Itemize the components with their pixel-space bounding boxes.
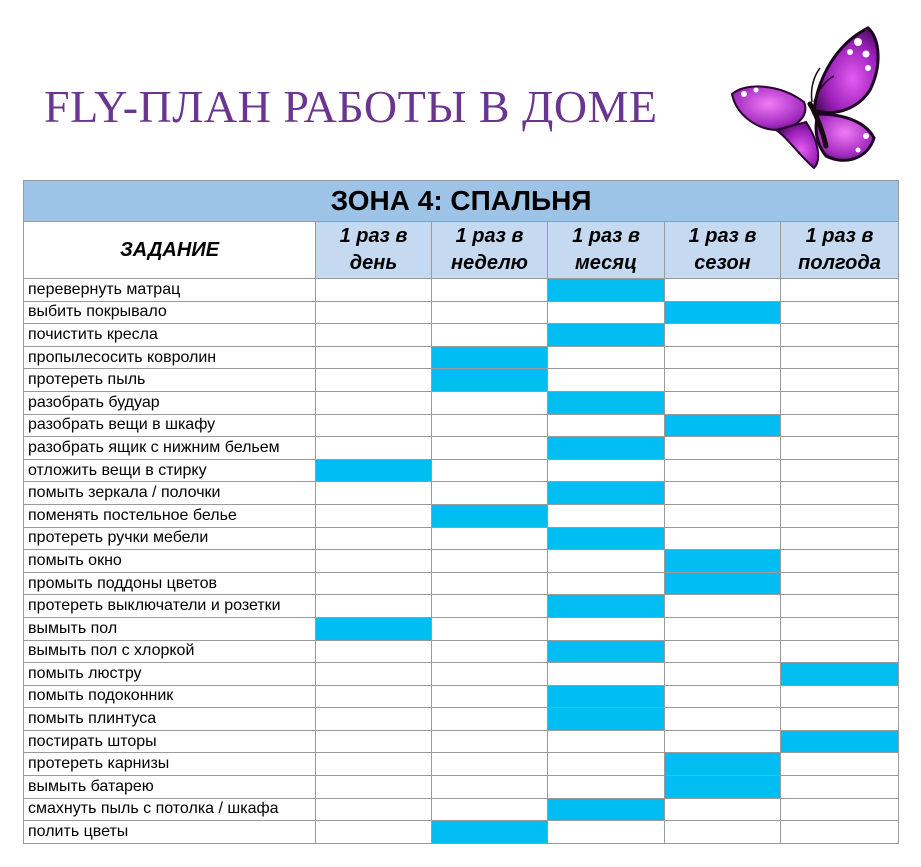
task-name: разобрать вещи в шкафу: [24, 414, 316, 437]
frequency-cell-marked: [665, 301, 781, 324]
frequency-cell-marked: [548, 595, 665, 618]
task-name: протереть ручки мебели: [24, 527, 316, 550]
frequency-header: [316, 222, 432, 279]
frequency-cell: [665, 504, 781, 527]
frequency-cell: [548, 550, 665, 573]
frequency-cell: [665, 459, 781, 482]
frequency-label: 1 раз в полгода: [798, 225, 881, 274]
table-row: [24, 459, 899, 482]
frequency-header: [432, 222, 548, 279]
frequency-label: 1 раз в месяц: [572, 225, 640, 274]
frequency-cell: [665, 437, 781, 460]
task-name: помыть подоконник: [24, 685, 316, 708]
frequency-cell: [432, 279, 548, 302]
frequency-cell: [316, 391, 432, 414]
table-row: [24, 798, 899, 821]
frequency-cell: [781, 798, 899, 821]
table-row: [24, 550, 899, 573]
frequency-cell: [548, 753, 665, 776]
frequency-cell: [432, 663, 548, 686]
frequency-cell-marked: [548, 391, 665, 414]
table-row: [24, 391, 899, 414]
frequency-cell-marked: [548, 640, 665, 663]
frequency-cell: [781, 324, 899, 347]
table-row: [24, 685, 899, 708]
frequency-cell: [781, 459, 899, 482]
frequency-cell-marked: [316, 617, 432, 640]
table-row: [24, 753, 899, 776]
frequency-cell: [781, 821, 899, 844]
frequency-cell-marked: [548, 482, 665, 505]
task-name: протереть пыль: [24, 369, 316, 392]
frequency-cell: [316, 821, 432, 844]
frequency-cell: [781, 527, 899, 550]
frequency-cell: [432, 572, 548, 595]
frequency-cell: [665, 324, 781, 347]
frequency-cell: [665, 527, 781, 550]
frequency-cell: [432, 459, 548, 482]
frequency-cell: [665, 369, 781, 392]
table-row: [24, 369, 899, 392]
frequency-cell: [665, 798, 781, 821]
frequency-cell: [665, 391, 781, 414]
frequency-label: 1 раз в неделю: [451, 225, 528, 274]
frequency-cell: [432, 776, 548, 799]
frequency-cell: [316, 527, 432, 550]
task-name: помыть зеркала / полочки: [24, 482, 316, 505]
frequency-header: [665, 222, 781, 279]
frequency-cell: [316, 572, 432, 595]
frequency-cell: [432, 595, 548, 618]
frequency-cell: [781, 550, 899, 573]
frequency-cell: [432, 527, 548, 550]
frequency-header: [548, 222, 665, 279]
frequency-cell: [548, 369, 665, 392]
table-row: [24, 279, 899, 302]
table-row: [24, 527, 899, 550]
table-row: [24, 324, 899, 347]
frequency-cell: [548, 459, 665, 482]
table-row: [24, 595, 899, 618]
task-name: смахнуть пыль с потолка / шкафа: [24, 798, 316, 821]
frequency-cell: [781, 708, 899, 731]
table-row: [24, 663, 899, 686]
frequency-cell: [316, 279, 432, 302]
frequency-cell: [316, 369, 432, 392]
frequency-cell: [548, 572, 665, 595]
frequency-cell-marked: [432, 369, 548, 392]
cleaning-plan-table: [23, 180, 899, 844]
frequency-cell-marked: [548, 279, 665, 302]
table-row: [24, 821, 899, 844]
frequency-cell: [432, 301, 548, 324]
frequency-cell: [781, 437, 899, 460]
frequency-cell-marked: [316, 459, 432, 482]
frequency-cell: [316, 685, 432, 708]
frequency-cell-marked: [548, 324, 665, 347]
frequency-cell: [316, 595, 432, 618]
frequency-cell: [432, 798, 548, 821]
frequency-cell: [316, 776, 432, 799]
frequency-cell: [316, 798, 432, 821]
frequency-cell: [781, 279, 899, 302]
page-title: FLY-ПЛАН РАБОТЫ В ДОМЕ: [44, 81, 658, 132]
frequency-cell: [781, 414, 899, 437]
frequency-cell: [781, 369, 899, 392]
frequency-label: 1 раз в сезон: [688, 225, 757, 274]
frequency-cell: [316, 504, 432, 527]
frequency-cell: [316, 753, 432, 776]
table-row: [24, 414, 899, 437]
frequency-cell: [432, 437, 548, 460]
frequency-cell: [432, 730, 548, 753]
frequency-cell: [432, 685, 548, 708]
frequency-cell: [316, 550, 432, 573]
frequency-label: 1 раз в день: [339, 225, 408, 274]
frequency-cell-marked: [548, 437, 665, 460]
task-name: разобрать будуар: [24, 391, 316, 414]
task-name: постирать шторы: [24, 730, 316, 753]
task-column-header: ЗАДАНИЕ: [24, 222, 316, 279]
frequency-cell: [781, 391, 899, 414]
frequency-cell: [548, 414, 665, 437]
task-name: помыть окно: [24, 550, 316, 573]
frequency-cell: [781, 640, 899, 663]
frequency-cell: [781, 504, 899, 527]
frequency-cell-marked: [665, 776, 781, 799]
frequency-cell-marked: [548, 798, 665, 821]
frequency-cell: [316, 324, 432, 347]
frequency-cell: [316, 708, 432, 731]
task-name: вымыть батарею: [24, 776, 316, 799]
frequency-cell: [432, 324, 548, 347]
task-name: протереть карнизы: [24, 753, 316, 776]
frequency-cell: [432, 708, 548, 731]
table-row: [24, 504, 899, 527]
frequency-cell: [432, 482, 548, 505]
frequency-cell: [316, 730, 432, 753]
frequency-cell-marked: [432, 821, 548, 844]
task-name: отложить вещи в стирку: [24, 459, 316, 482]
frequency-cell: [781, 482, 899, 505]
frequency-cell: [316, 301, 432, 324]
frequency-cell: [781, 595, 899, 618]
frequency-cell: [781, 753, 899, 776]
task-name: помыть плинтуса: [24, 708, 316, 731]
frequency-cell: [548, 301, 665, 324]
table-row: [24, 617, 899, 640]
frequency-cell: [316, 663, 432, 686]
table-row: [24, 346, 899, 369]
frequency-cell: [432, 414, 548, 437]
table-row: [24, 301, 899, 324]
frequency-cell: [548, 776, 665, 799]
frequency-cell: [316, 482, 432, 505]
task-name: пропылесосить ковролин: [24, 346, 316, 369]
frequency-cell: [432, 640, 548, 663]
frequency-cell: [316, 640, 432, 663]
task-name: выбить покрывало: [24, 301, 316, 324]
frequency-cell: [432, 617, 548, 640]
frequency-header: [781, 222, 899, 279]
frequency-cell: [548, 346, 665, 369]
frequency-cell: [665, 482, 781, 505]
frequency-cell: [548, 730, 665, 753]
frequency-cell: [432, 550, 548, 573]
frequency-cell: [781, 572, 899, 595]
frequency-cell-marked: [665, 572, 781, 595]
table-row: [24, 482, 899, 505]
table-row: [24, 572, 899, 595]
frequency-cell: [548, 663, 665, 686]
frequency-cell: [781, 301, 899, 324]
task-name: почистить кресла: [24, 324, 316, 347]
frequency-cell-marked: [548, 708, 665, 731]
task-name: промыть поддоны цветов: [24, 572, 316, 595]
task-name: протереть выключатели и розетки: [24, 595, 316, 618]
frequency-cell-marked: [781, 663, 899, 686]
frequency-cell: [665, 640, 781, 663]
frequency-cell-marked: [432, 346, 548, 369]
frequency-cell: [781, 685, 899, 708]
frequency-cell: [781, 617, 899, 640]
butterfly-icon: [718, 18, 888, 176]
frequency-cell: [781, 346, 899, 369]
frequency-cell: [548, 617, 665, 640]
frequency-cell-marked: [432, 504, 548, 527]
task-name: помыть люстру: [24, 663, 316, 686]
frequency-cell: [665, 685, 781, 708]
frequency-cell-marked: [665, 550, 781, 573]
frequency-cell: [316, 414, 432, 437]
frequency-cell-marked: [781, 730, 899, 753]
frequency-cell: [316, 437, 432, 460]
table-row: [24, 437, 899, 460]
frequency-cell: [665, 663, 781, 686]
frequency-cell: [548, 504, 665, 527]
frequency-cell-marked: [548, 527, 665, 550]
zone-title: ЗОНА 4: СПАЛЬНЯ: [24, 181, 899, 222]
frequency-cell: [548, 821, 665, 844]
task-name: поменять постельное белье: [24, 504, 316, 527]
table-row: [24, 730, 899, 753]
table-row: [24, 708, 899, 731]
frequency-cell: [665, 279, 781, 302]
task-name: полить цветы: [24, 821, 316, 844]
frequency-cell-marked: [665, 753, 781, 776]
table-row: [24, 640, 899, 663]
task-name: перевернуть матрац: [24, 279, 316, 302]
frequency-cell: [665, 346, 781, 369]
table-row: [24, 776, 899, 799]
frequency-cell: [432, 391, 548, 414]
task-list: [24, 279, 899, 844]
frequency-cell: [432, 753, 548, 776]
frequency-cell: [665, 708, 781, 731]
frequency-cell: [316, 346, 432, 369]
frequency-cell-marked: [548, 685, 665, 708]
task-name: вымыть пол с хлоркой: [24, 640, 316, 663]
task-name: вымыть пол: [24, 617, 316, 640]
frequency-cell: [781, 776, 899, 799]
task-name: разобрать ящик с нижним бельем: [24, 437, 316, 460]
frequency-cell-marked: [665, 414, 781, 437]
frequency-cell: [665, 617, 781, 640]
frequency-cell: [665, 730, 781, 753]
frequency-cell: [665, 821, 781, 844]
frequency-cell: [665, 595, 781, 618]
